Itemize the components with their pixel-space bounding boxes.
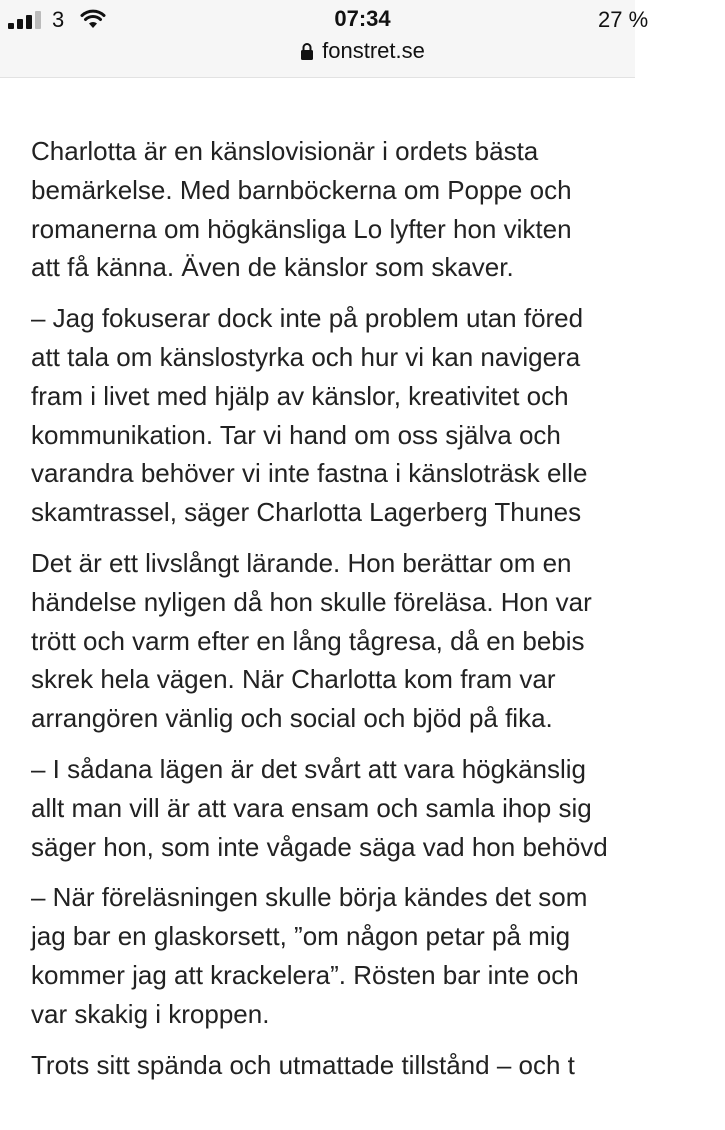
carrier-label: 3 <box>52 7 65 32</box>
text-line: skrek hela vägen. När Charlotta kom fram var <box>31 664 556 695</box>
text-line: – När föreläsningen skulle börja kändes det som <box>31 882 588 913</box>
text-line: Charlotta är en känslovisionär i ordets bästa <box>31 136 539 166</box>
status-time: 07:34 <box>334 6 391 31</box>
text-line: var skakig i kroppen. <box>31 998 270 1029</box>
text-line: att tala om känslostyrka och hur vi kan navigera <box>31 341 581 372</box>
text-line: bemärkelse. Med barnböckerna om Poppe och <box>31 174 572 205</box>
text-line: Det är ett livslångt lärande. Hon berättar om en <box>31 547 572 578</box>
url-domain: fonstret.se <box>322 38 425 63</box>
text-line: händelse nyligen då hon skulle föreläsa. Hon var <box>31 586 592 617</box>
text-line: varandra behöver vi inte fastna i känsloträsk elle <box>31 458 588 489</box>
text-line: arrangören vänlig och social och bjöd på fika. <box>31 703 553 734</box>
text-line: romanerna om högkänsliga Lo lyfter hon vikten <box>31 213 572 244</box>
battery-percentage: 27 % <box>598 7 649 32</box>
text-line: allt man vill är att vara ensam och samla ihop sig <box>31 792 592 823</box>
article-body <box>31 132 671 1096</box>
status-bar <box>0 0 649 78</box>
paragraph <box>31 878 671 1033</box>
paragraph <box>31 1046 671 1085</box>
text-line: fram i livet med hjälp av känslor, kreativitet och <box>31 380 569 411</box>
paragraph <box>31 750 671 866</box>
paragraph <box>31 132 671 287</box>
paragraph <box>31 299 671 532</box>
text-line: Trots sitt spända och utmattade tillstånd – och t <box>31 1049 575 1080</box>
text-line: kommunikation. Tar vi hand om oss själva och <box>31 419 561 450</box>
text-line: – Jag fokuserar dock inte på problem utan föred <box>31 303 584 334</box>
text-line: jag bar en glaskorsett, ”om någon petar på mig <box>31 921 571 952</box>
text-line: – I sådana lägen är det svårt att vara högkänslig <box>31 753 587 784</box>
text-line: säger hon, som inte vågade säga vad hon behövd <box>31 831 608 862</box>
lock-icon <box>300 42 314 60</box>
text-line: trött och varm efter en lång tågresa, då en bebis <box>31 625 585 656</box>
paragraph <box>31 544 671 738</box>
text-line: att få känna. Även de känslor som skaver. <box>31 252 514 283</box>
text-line: kommer jag att krackelera”. Rösten bar inte och <box>31 959 579 990</box>
text-line: skamtrassel, säger Charlotta Lagerberg Thunes <box>31 497 582 528</box>
url-bar[interactable] <box>0 36 725 66</box>
